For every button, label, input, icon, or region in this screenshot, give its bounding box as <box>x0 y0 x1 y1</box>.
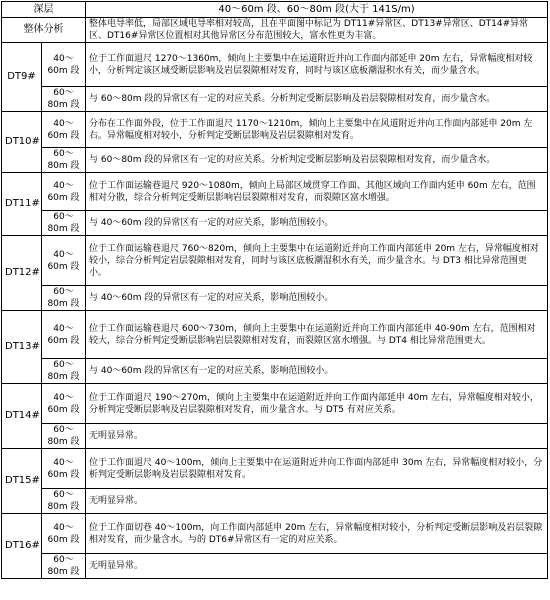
table-row <box>2 173 548 211</box>
description-text: 位于工作面切巷 40～100m，向工作面内部延申 20m 左右，异常幅度相对较小，分析判定受断层影响及岩层裂隙相对发育，而少量含水。与的 DT6#异常区有一定的对应关系。 <box>86 514 548 554</box>
header-range-label: 40～60m 段、60～80m 段(大于 141S/m) <box>86 2 548 18</box>
header-row <box>2 2 548 18</box>
description-text: 位于工作面运输巷退尺 760～820m，倾向上主要集中在运道附近并向工作面内部延申 20m 左右，异常幅度相对较小，综合分析判定岩层裂隙相对发育，同时与该区底板潮湿积水有关，而少量含水。与 DT3 相比异常范围更小。 <box>86 236 548 286</box>
table-row <box>2 449 548 489</box>
depth-label: 40～60m 段 <box>42 311 86 359</box>
description-text: 与 60～80m 段的异常区有一定的对应关系。分析判定受断层影响及岩层裂隙相对发育，而少量含水。 <box>86 148 548 173</box>
header-depth-label: 深层 <box>2 2 86 18</box>
depth-label: 40～60m 段 <box>42 112 86 148</box>
depth-label: 60～80m 段 <box>42 554 86 579</box>
depth-label: 60～80m 段 <box>42 148 86 173</box>
table-row <box>2 211 548 236</box>
table-row <box>2 514 548 554</box>
table-row <box>2 489 548 514</box>
zone-label: DT12# <box>2 236 42 311</box>
table-row <box>2 43 548 87</box>
depth-label: 40～60m 段 <box>42 514 86 554</box>
description-text: 与 40～60m 段的异常区有一定的对应关系，影响范围较小。 <box>86 286 548 311</box>
zone-label: DT14# <box>2 384 42 449</box>
zone-label: DT11# <box>2 173 42 236</box>
table-row <box>2 359 548 384</box>
description-text: 分布在工作面外段，位于工作面退尺 1170～1210m，倾向上主要集中在风道附近并向工作面内部延申 20m 左右。异常幅度相对较小，分析判定受断层影响及岩层裂隙相对发育。 <box>86 112 548 148</box>
depth-label: 60～80m 段 <box>42 424 86 449</box>
table-row <box>2 112 548 148</box>
description-text: 位于工作面运输巷退尺 600～730m，倾向上主要集中在运道附近并向工作面内部延申 40-90m 左右，范围相对较大，综合分析判定受断层影响岩层裂隙相对发育，而裂隙区富水增强。与 DT4 相比异常范围更大。 <box>86 311 548 359</box>
anomaly-analysis-table <box>1 1 548 579</box>
description-text: 无明显异常。 <box>86 554 548 579</box>
description-text: 无明显异常。 <box>86 424 548 449</box>
depth-label: 40～60m 段 <box>42 43 86 87</box>
zone-label: DT15# <box>2 449 42 514</box>
description-text: 位于工作面运输巷退尺 920～1080m，倾向上局部区域贯穿工作面、其他区域向工作面内延申 60m 左右，范围相对分散，综合分析判定受断层影响岩层裂隙相对发育，而裂隙区富水增强。 <box>86 173 548 211</box>
depth-label: 60～80m 段 <box>42 211 86 236</box>
depth-label: 60～80m 段 <box>42 489 86 514</box>
zone-label: DT16# <box>2 514 42 579</box>
description-text: 无明显异常。 <box>86 489 548 514</box>
overall-row <box>2 18 548 43</box>
depth-label: 40～60m 段 <box>42 236 86 286</box>
description-text: 与 60～80m 段的异常区有一定的对应关系。分析判定受断层影响及岩层裂隙相对发育，而少量含水。 <box>86 87 548 112</box>
table-row <box>2 424 548 449</box>
zone-label: DT10# <box>2 112 42 173</box>
depth-label: 40～60m 段 <box>42 449 86 489</box>
table-row <box>2 236 548 286</box>
description-text: 位于工作面退尺 190～270m，倾向上主要集中在运道附近并向工作面内部延申 40m 左右，异常幅度相对较小，分析判定受断层影响及岩层裂隙相对发育，而少量含水。与 DT5 有对应关系。 <box>86 384 548 424</box>
depth-label: 60～80m 段 <box>42 87 86 112</box>
description-text: 与 40～60m 段的异常区有一定的对应关系，影响范围较小。 <box>86 211 548 236</box>
depth-label: 60～80m 段 <box>42 286 86 311</box>
table-row <box>2 87 548 112</box>
table-row <box>2 554 548 579</box>
zone-label: DT9# <box>2 43 42 112</box>
table-row <box>2 148 548 173</box>
description-text: 位于工作面退尺 1270～1360m，倾向上主要集中在运道附近并向工作面内部延申 20m 左右，异常幅度相对较小，分析判定该区域受断层影响及岩层裂隙相对发育，同时与该区底板潮湿积水有关，而少量含水。 <box>86 43 548 87</box>
depth-label: 40～60m 段 <box>42 384 86 424</box>
description-text: 与 40～60m 段的异常区有一定的对应关系，影响范围较小。 <box>86 359 548 384</box>
table-row <box>2 286 548 311</box>
zone-label: DT13# <box>2 311 42 384</box>
overall-label: 整体分析 <box>2 18 86 43</box>
depth-label: 60～80m 段 <box>42 359 86 384</box>
depth-label: 40～60m 段 <box>42 173 86 211</box>
description-text: 位于工作面退尺 40～100m，倾向上主要集中在运道附近并向工作面内部延申 30m 左右，异常幅度相对较小，分析判定受断层影响及岩层裂隙相对发育。 <box>86 449 548 489</box>
overall-text: 整体电导率低，局部区域电导率相对较高，且在平面图中标记为 DT11#异常区、DT13#异常区、DT14#异常区、DT16#异常区位置相对其他异常区分布范围较大，富水性更为丰富。 <box>86 18 548 43</box>
table-row <box>2 311 548 359</box>
table-row <box>2 384 548 424</box>
